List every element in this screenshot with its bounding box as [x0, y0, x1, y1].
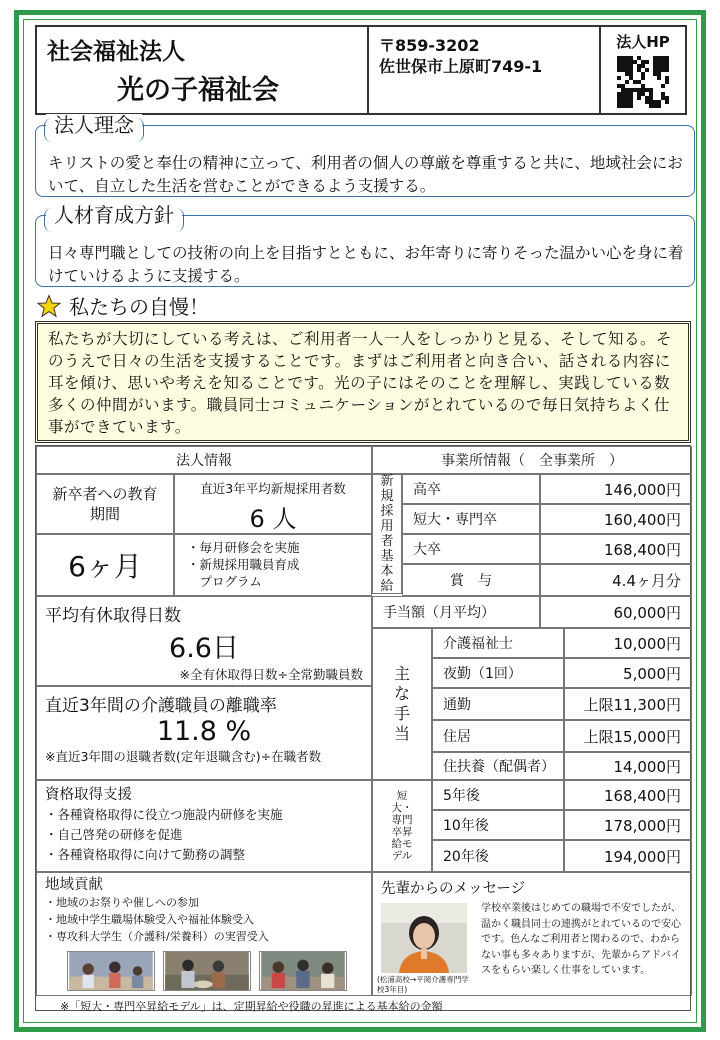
- allowance-item-label-4: 住扶養（配偶者）: [432, 752, 564, 780]
- training-notes: [174, 534, 372, 596]
- pride-heading: [37, 291, 209, 320]
- message-title: 先輩からのメッセージ: [381, 881, 526, 897]
- turnover-value: 11.8 %: [156, 716, 252, 747]
- address: 佐世保市上原町749-1: [379, 57, 543, 76]
- bonus-value: 4.4ヶ月分: [540, 564, 692, 596]
- qual-item: ・自己啓発の研修を促進: [45, 827, 183, 842]
- training-note: プログラム: [187, 574, 262, 589]
- hp-label: 法人HP: [616, 33, 670, 51]
- message-text: 学校卒業後はじめての職場で不安でしたが、温かく職員同士の連携がとれているので安心です。色んなご利用者と関わるので、わからない事も多々ありますが、先輩からアドバイスをもらい楽しく仕事をしています。: [481, 903, 681, 976]
- pride-box: [35, 321, 691, 443]
- pride-text: 私たちが大切にしている考えは、ご利用者一人一人をしっかりと見る、そして知る。そのうえで日々の生活を支援することです。まずはご利用者と向き合い、話される内容に耳を傾け、思いや考えを知ることです。光の子にはそのことを理解し、実践している数多くの仲間がいます。職員同士コミュニケーションがとれているので毎日気持ちよく仕事ができています。: [48, 330, 673, 436]
- turnover-cell: [36, 686, 372, 780]
- model-value-1: 178,000円: [564, 810, 692, 840]
- community-photo-1: [67, 951, 155, 991]
- base-pay-value-0: 146,000円: [540, 474, 692, 504]
- info-table: [35, 445, 691, 1011]
- hr-policy-title: 人材育成方針: [46, 204, 182, 227]
- corp-name: 光の子福祉会: [117, 75, 279, 106]
- hp-block: [601, 27, 685, 113]
- leave-value: 6.6日: [169, 633, 239, 664]
- allowance-item-value-3: 上限15,000円: [564, 720, 692, 752]
- training-note: ・新規採用職員育成: [187, 557, 300, 572]
- main-allowance-label: 主な手当: [372, 628, 432, 780]
- header: [35, 25, 687, 115]
- allowance-item-label-3: 住居: [432, 720, 564, 752]
- community-item: ・専攻科大学生（介護科/栄養科）の実習受入: [45, 930, 269, 943]
- qr-code-icon[interactable]: [617, 56, 669, 108]
- allowance-item-value-1: 5,000円: [564, 658, 692, 688]
- star-icon: [37, 294, 61, 318]
- hires-value: 6 人: [249, 505, 297, 533]
- base-pay-label-0: 高卒: [402, 474, 540, 504]
- page-frame: [14, 10, 706, 1032]
- qualification-cell: [36, 780, 372, 872]
- hr-policy-box: [35, 203, 695, 287]
- base-pay-label: 新規採用者基本給: [372, 474, 402, 594]
- model-label-0: 5年後: [432, 780, 564, 810]
- allowance-item-label-1: 夜勤（1回）: [432, 658, 564, 688]
- training-note: ・毎月研修会を実施: [187, 540, 300, 555]
- senior-photo: [381, 903, 467, 973]
- allowance-item-label-0: 介護福祉士: [432, 628, 564, 658]
- model-value-0: 168,400円: [564, 780, 692, 810]
- pride-title: 私たちの自慢！: [69, 295, 209, 319]
- model-label-2: 20年後: [432, 840, 564, 872]
- turnover-label: 直近3年間の介護職員の離職率: [45, 696, 277, 716]
- model-value-2: 194,000円: [564, 840, 692, 872]
- community-item: ・地域のお祭りや催しへの参加: [45, 896, 199, 909]
- corp-name-block: [37, 27, 369, 113]
- base-pay-value-1: 160,400円: [540, 504, 692, 534]
- message-cell: [372, 872, 692, 996]
- philosophy-text: キリストの愛と奉仕の精神に立って、利用者の個人の尊厳を尊重すると共に、地域社会において、自立した生活を営むことができるよう支援する。: [48, 154, 683, 195]
- qual-item: ・各種資格取得に役立つ施設内研修を実施: [45, 807, 283, 822]
- raise-model-label: 短大・専門卒昇給モデル: [372, 780, 432, 872]
- community-item: ・地域中学生職場体験受入や福祉体験受入: [45, 913, 254, 926]
- qual-title: 資格取得支援: [45, 787, 132, 803]
- bonus-label: 賞 与: [402, 564, 540, 596]
- base-pay-label-2: 大卒: [402, 534, 540, 564]
- footnote: ※「短大・専門卒昇給モデル」は、定期昇給や役職の昇進による基本給の金額: [60, 1000, 443, 1013]
- hires-cell: [174, 474, 372, 534]
- allowance-value: 60,000円: [540, 596, 692, 628]
- allowance-item-label-2: 通勤: [432, 688, 564, 720]
- postal-code: 〒859-3202: [379, 36, 480, 55]
- allowance-item-value-4: 14,000円: [564, 752, 692, 780]
- community-photo-2: [163, 951, 251, 991]
- office-info-header: 事業所情報（ 全事業所 ）: [372, 446, 692, 474]
- allowance-label: 手当額（月平均）: [372, 596, 540, 628]
- base-pay-value-2: 168,400円: [540, 534, 692, 564]
- leave-label: 平均有休取得日数: [45, 606, 181, 626]
- hr-policy-text: 日々専門職としての技術の向上を目指すとともに、お年寄りに寄りそった温かい心を身に着けていけるように支援する。: [48, 244, 684, 285]
- turnover-note: ※直近3年間の退職者数(定年退職含む)÷在職者数: [45, 749, 322, 764]
- philosophy-box: [35, 113, 695, 197]
- corp-type: 社会福祉法人: [47, 39, 185, 65]
- base-pay-label-1: 短大・専門卒: [402, 504, 540, 534]
- leave-note: ※全有休取得日数÷全常勤職員数: [179, 667, 363, 682]
- community-cell: [36, 872, 372, 996]
- community-photo-3: [259, 951, 347, 991]
- corp-info-header: 法人情報: [36, 446, 372, 474]
- address-block: [369, 27, 601, 113]
- allowance-item-value-2: 上限11,300円: [564, 688, 692, 720]
- philosophy-title: 法人理念: [46, 114, 142, 137]
- senior-caption: (松浦高校→平岡介護専門学校3年目): [377, 975, 469, 994]
- hires-label: 直近3年平均新規採用者数: [200, 481, 346, 496]
- community-title: 地域貢献: [45, 877, 103, 893]
- model-label-1: 10年後: [432, 810, 564, 840]
- allowance-item-value-0: 10,000円: [564, 628, 692, 658]
- leave-cell: [36, 596, 372, 686]
- qual-item: ・各種資格取得に向けて勤務の調整: [45, 847, 246, 862]
- training-label: 新卒者への教育期間: [36, 474, 174, 534]
- training-value: 6ヶ月: [36, 534, 174, 596]
